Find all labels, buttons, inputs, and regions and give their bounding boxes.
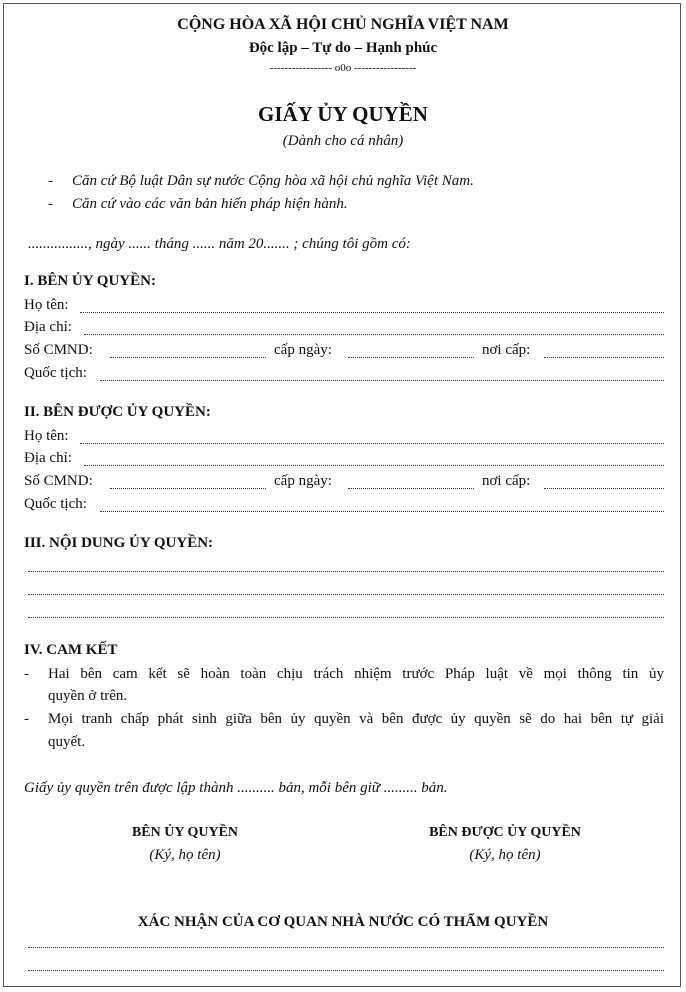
grantor-name-label: Họ tên: bbox=[24, 297, 69, 313]
grantee-name-field[interactable] bbox=[80, 443, 664, 444]
date-line: ................, ngày ...... tháng ...... năm 20....... ; chúng tôi gồm có: bbox=[28, 236, 411, 252]
commitment-text: Hai bên cam kết sẽ hoàn toàn chịu trách nhiệm trước Pháp luật về mọi thông tin ủy bbox=[48, 666, 664, 682]
document-subtitle: (Dành cho cá nhân) bbox=[282, 133, 404, 149]
grantee-issue-place-label: nơi cấp: bbox=[482, 473, 531, 489]
grantee-id-field[interactable] bbox=[110, 488, 266, 489]
grantor-id-field[interactable] bbox=[110, 357, 266, 358]
commitment-dash: - bbox=[24, 711, 29, 727]
commitment-text-cont: quyết. bbox=[48, 734, 86, 750]
grantee-issue-place-field[interactable] bbox=[544, 488, 664, 489]
grantor-signature-title: BÊN ỦY QUYỀN bbox=[131, 825, 239, 840]
commitment-text-cont: quyền ở trên. bbox=[48, 688, 128, 704]
content-line[interactable] bbox=[28, 594, 664, 595]
section-commitment-heading: IV. CAM KẾT bbox=[24, 642, 118, 658]
section-grantor-heading: I. BÊN ỦY QUYỀN: bbox=[24, 273, 156, 289]
nation-heading: CỘNG HÒA XÃ HỘI CHỦ NGHĨA VIỆT NAM bbox=[177, 16, 509, 33]
grantee-name-label: Họ tên: bbox=[24, 428, 69, 444]
grantor-issue-place-label: nơi cấp: bbox=[482, 342, 531, 358]
basis-item: Căn cứ vào các văn bản hiến pháp hiện hành. bbox=[72, 196, 348, 212]
grantee-issue-date-field[interactable] bbox=[348, 488, 474, 489]
commitment-text: Mọi tranh chấp phát sinh giữa bên ủy quyền và bên được ủy quyền sẽ do hai bên tự giải bbox=[48, 711, 664, 727]
certification-line[interactable] bbox=[28, 970, 664, 971]
document-title: GIẤY ỦY QUYỀN bbox=[258, 102, 428, 126]
certification-heading: XÁC NHẬN CỦA CƠ QUAN NHÀ NƯỚC CÓ THẨM QUYỀN bbox=[137, 914, 549, 930]
grantor-id-label: Số CMND: bbox=[24, 342, 93, 358]
grantee-nationality-field[interactable] bbox=[100, 511, 664, 512]
grantee-signature-title: BÊN ĐƯỢC ỦY QUYỀN bbox=[429, 825, 581, 840]
section-content-heading: III. NỘI DUNG ỦY QUYỀN: bbox=[24, 535, 214, 551]
motto: Độc lập – Tự do – Hạnh phúc bbox=[248, 40, 438, 56]
section-grantee-heading: II. BÊN ĐƯỢC ỦY QUYỀN: bbox=[24, 404, 211, 420]
grantor-signature-note: (Ký, họ tên) bbox=[149, 847, 221, 863]
grantee-address-label: Địa chỉ: bbox=[24, 450, 72, 466]
content-line[interactable] bbox=[28, 617, 664, 618]
commitment-dash: - bbox=[24, 666, 29, 682]
basis-dash: - bbox=[48, 196, 53, 212]
certification-line[interactable] bbox=[28, 947, 664, 948]
header-separator: ----------------- o0o ----------------- bbox=[269, 62, 417, 74]
grantor-name-field[interactable] bbox=[80, 312, 664, 313]
grantor-address-label: Địa chỉ: bbox=[24, 319, 72, 335]
grantee-nationality-label: Quốc tịch: bbox=[24, 496, 87, 512]
grantee-signature-note: (Ký, họ tên) bbox=[469, 847, 541, 863]
basis-item: Căn cứ Bộ luật Dân sự nước Cộng hòa xã hội chủ nghĩa Việt Nam. bbox=[72, 173, 474, 189]
copies-line: Giấy ủy quyền trên được lập thành .......... bản, mỗi bên giữ ......... bản. bbox=[24, 780, 448, 796]
content-line[interactable] bbox=[28, 571, 664, 572]
grantee-issue-date-label: cấp ngày: bbox=[274, 473, 332, 489]
grantee-address-field[interactable] bbox=[84, 465, 664, 466]
grantor-issue-date-label: cấp ngày: bbox=[274, 342, 332, 358]
grantee-id-label: Số CMND: bbox=[24, 473, 93, 489]
grantor-issue-place-field[interactable] bbox=[544, 357, 664, 358]
grantor-issue-date-field[interactable] bbox=[348, 357, 474, 358]
grantor-address-field[interactable] bbox=[84, 334, 664, 335]
basis-dash: - bbox=[48, 173, 53, 189]
grantor-nationality-field[interactable] bbox=[100, 380, 664, 381]
grantor-nationality-label: Quốc tịch: bbox=[24, 365, 87, 381]
